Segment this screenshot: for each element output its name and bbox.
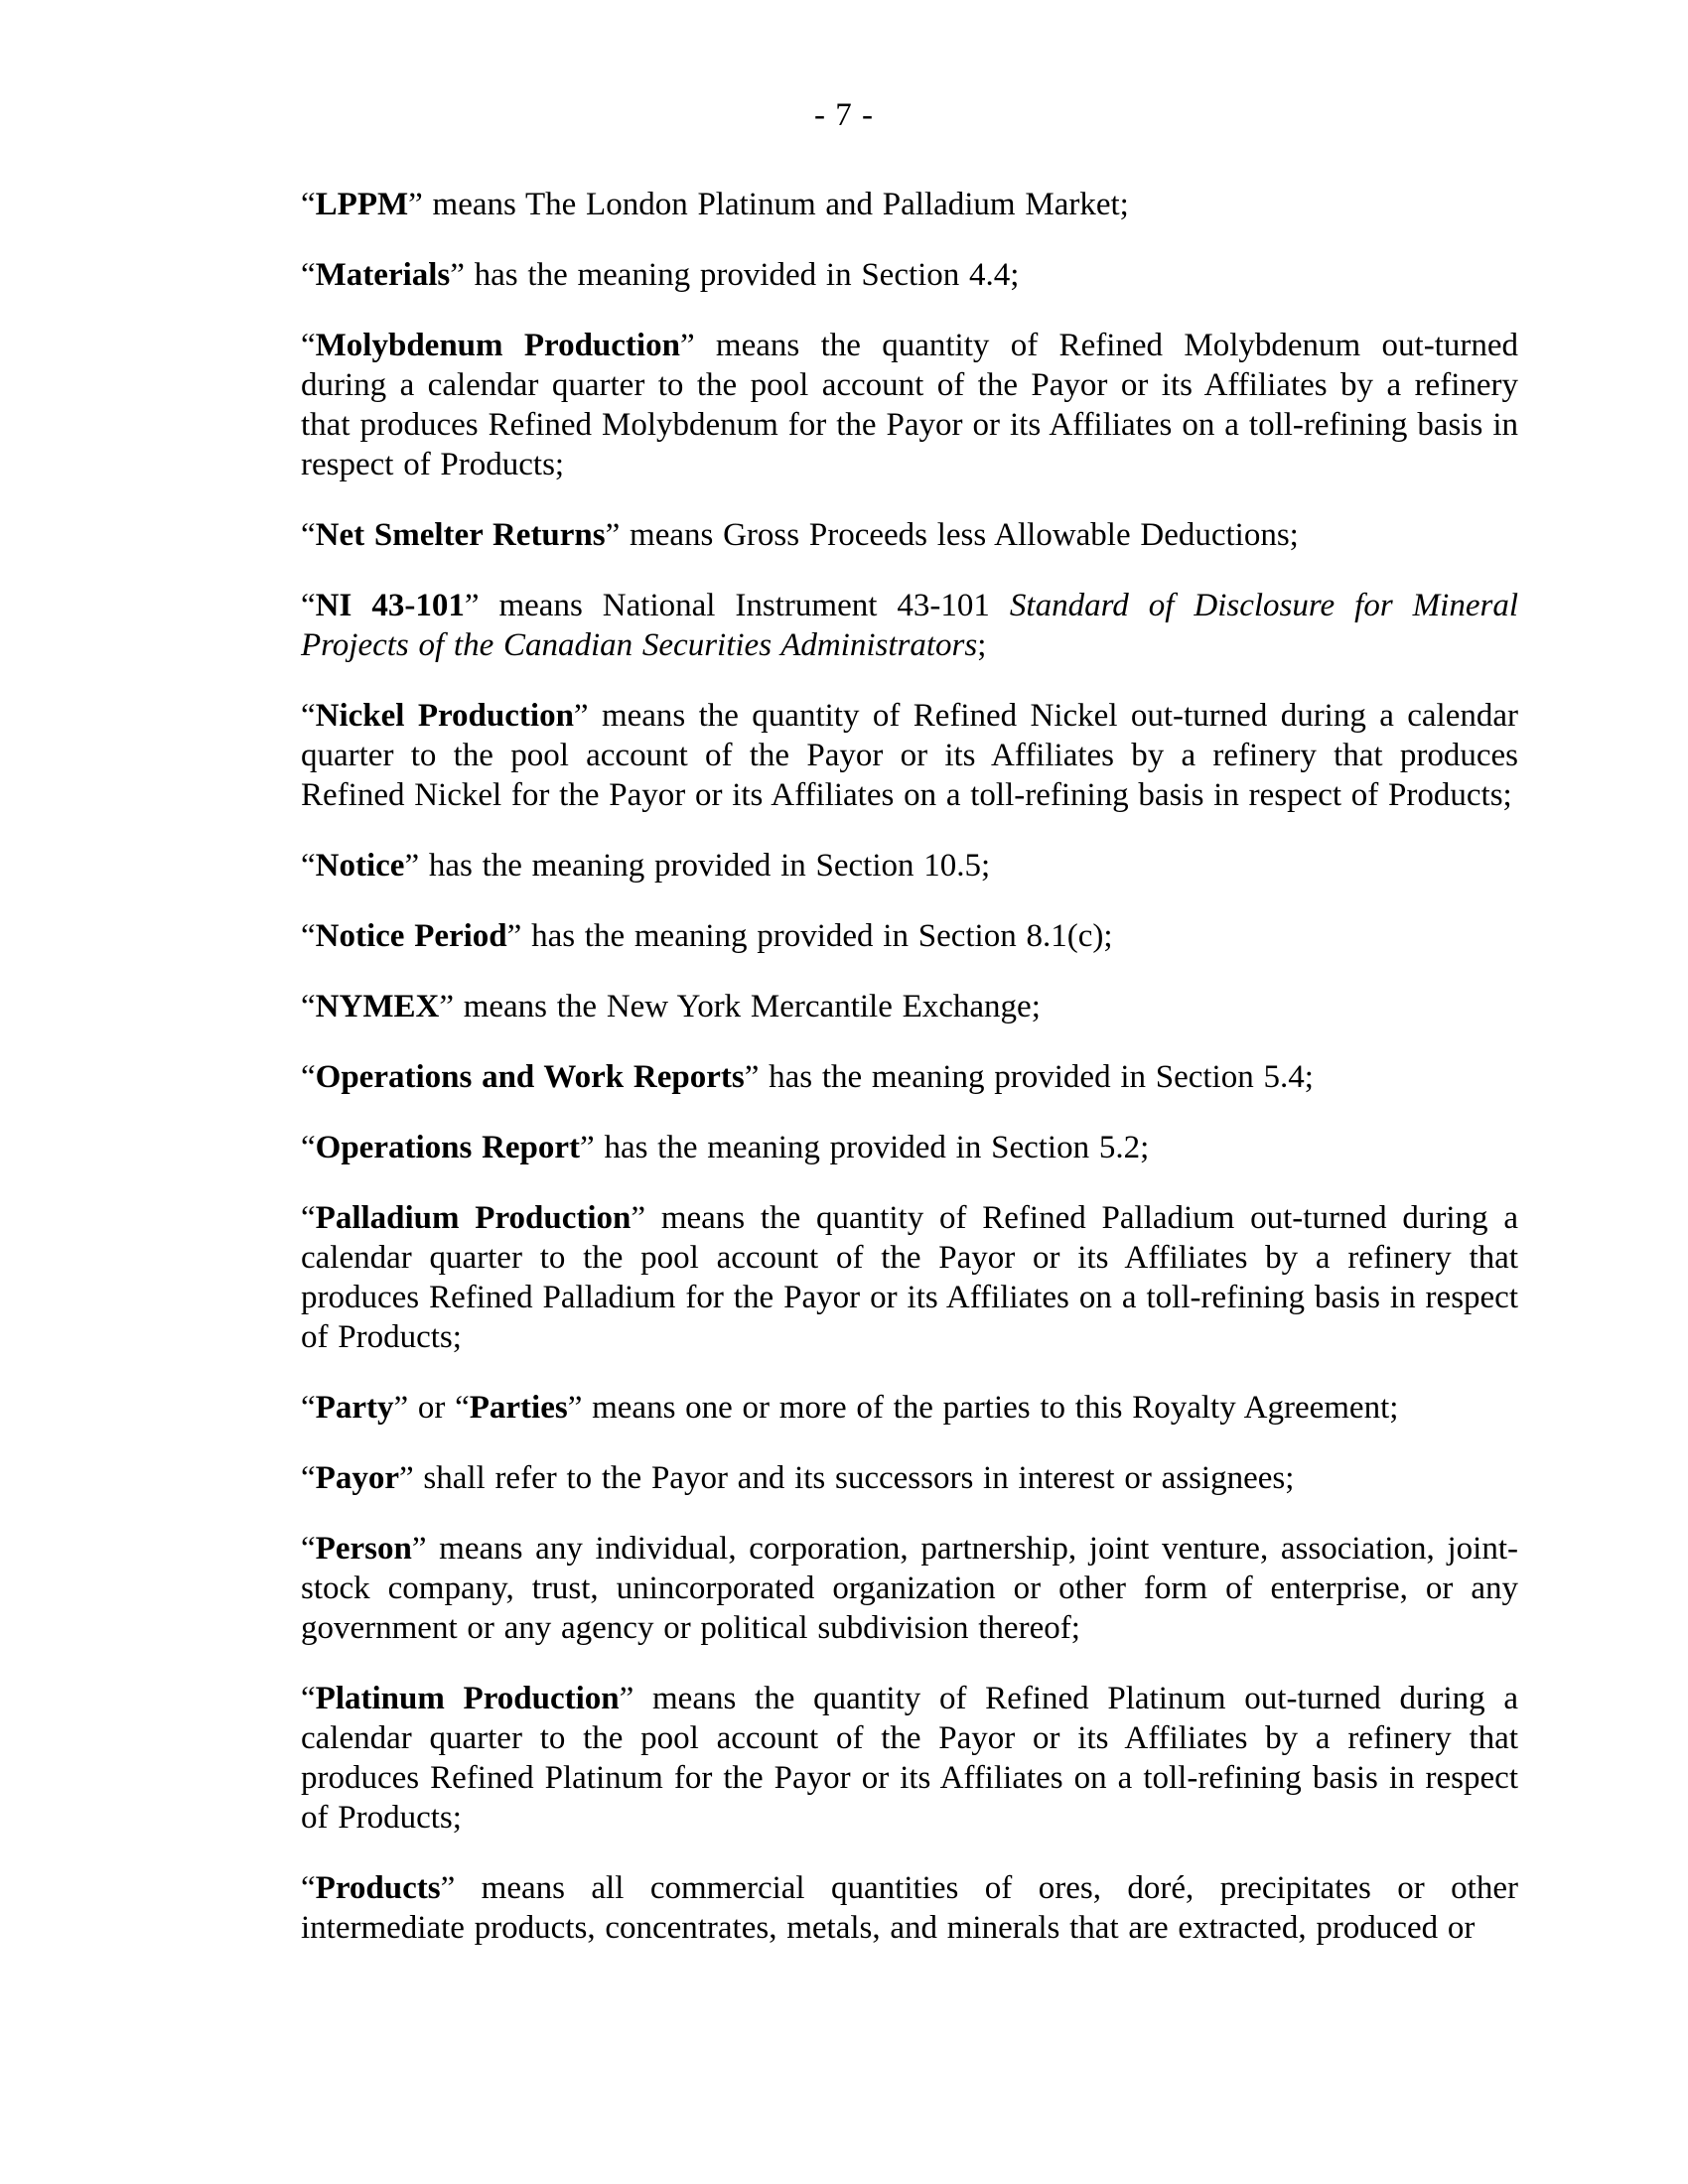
- definition-text: “: [301, 1870, 316, 1906]
- defined-term: Operations and Work Reports: [315, 1059, 745, 1095]
- definition-text: ” has the meaning provided in Section 10.5;: [404, 848, 991, 884]
- defined-term: Person: [315, 1531, 412, 1567]
- definition-text: ” means one or more of the parties to this Royalty Agreement;: [567, 1390, 1399, 1426]
- definition-paragraph: [301, 1529, 1518, 1648]
- definition-paragraph: [301, 1388, 1518, 1428]
- definition-paragraph: [301, 1057, 1518, 1097]
- definition-text: ” means The London Platinum and Palladium Market;: [408, 187, 1129, 222]
- defined-term: Platinum Production: [315, 1681, 620, 1716]
- defined-term: Net Smelter Returns: [315, 517, 606, 553]
- definition-text: “: [301, 698, 316, 734]
- defined-term: Payor: [315, 1460, 399, 1496]
- definition-paragraph: [301, 586, 1518, 665]
- definition-paragraph: [301, 515, 1518, 555]
- defined-term: Molybdenum Production: [315, 328, 680, 363]
- defined-term: LPPM: [315, 187, 409, 222]
- definition-text: ;: [977, 627, 987, 663]
- definition-paragraph: [301, 255, 1518, 295]
- defined-term: Notice: [315, 848, 405, 884]
- definition-paragraph: [301, 1128, 1518, 1167]
- definition-text: “: [301, 1681, 316, 1716]
- definition-text: “: [301, 848, 316, 884]
- definition-text: ” means the New York Mercantile Exchange;: [439, 989, 1041, 1024]
- defined-term: NYMEX: [315, 989, 440, 1024]
- definition-text: ” has the meaning provided in Section 5.4;: [744, 1059, 1314, 1095]
- definition-text: “: [301, 1531, 316, 1567]
- definition-text: “: [301, 1059, 316, 1095]
- page-number: - 7 -: [814, 97, 874, 133]
- defined-term: Parties: [469, 1390, 568, 1426]
- defined-term: Materials: [315, 257, 451, 293]
- definition-text: ” or “: [393, 1390, 470, 1426]
- definition-text: “: [301, 257, 316, 293]
- definition-paragraph: [301, 1198, 1518, 1357]
- definition-text: ” has the meaning provided in Section 8.1(c);: [506, 918, 1113, 954]
- definition-text: “: [301, 328, 316, 363]
- definition-text: ” has the meaning provided in Section 4.4;: [450, 257, 1020, 293]
- definition-paragraph: [301, 326, 1518, 484]
- definition-paragraph: [301, 696, 1518, 815]
- defined-term: NI 43-101: [315, 588, 465, 623]
- definition-text: “: [301, 918, 316, 954]
- defined-term: Nickel Production: [315, 698, 574, 734]
- definition-text: “: [301, 1130, 316, 1165]
- definition-text: ” means any individual, corporation, partnership, joint venture, association, joint-stock company, trust, unincorporated organization or other form of enterprise, or any government or any agency or political subdivision thereof;: [301, 1531, 1518, 1646]
- definition-text: “: [301, 1390, 316, 1426]
- defined-term: Operations Report: [315, 1130, 581, 1165]
- definition-text: “: [301, 517, 316, 553]
- definition-paragraph: [301, 987, 1518, 1026]
- definition-paragraph: [301, 1868, 1518, 1948]
- defined-term: Notice Period: [315, 918, 507, 954]
- definition-text: ” shall refer to the Payor and its successors in interest or assignees;: [398, 1460, 1295, 1496]
- definition-text: “: [301, 187, 316, 222]
- definition-paragraph: [301, 185, 1518, 224]
- definition-text: ” means the quantity of Refined Molybdenum out-turned during a calendar quarter to the pool account of the Payor or its Affiliates by a refinery that produces Refined Molybdenum for the Payor or its Affiliates on a toll-refining basis in respect of Products;: [301, 328, 1518, 482]
- definition-text: “: [301, 1460, 316, 1496]
- definition-paragraph: [301, 916, 1518, 956]
- definition-text: ” means all commercial quantities of ores, doré, precipitates or other intermediate products, concentrates, metals, and minerals that are extracted, produced or: [301, 1870, 1518, 1946]
- defined-term: Party: [315, 1390, 394, 1426]
- definition-text: Standard of Disclosure for Mineral Projects of the Canadian Securities Administrators: [301, 588, 1518, 663]
- defined-term: Palladium Production: [315, 1200, 632, 1236]
- definition-text: ” means National Instrument 43-101: [464, 588, 1010, 623]
- defined-term: Products: [315, 1870, 441, 1906]
- definition-text: “: [301, 588, 316, 623]
- definition-paragraph: [301, 1458, 1518, 1498]
- definition-text: “: [301, 989, 316, 1024]
- definition-text: ” means the quantity of Refined Platinum out-turned during a calendar quarter to the pool account of the Payor or its Affiliates by a refinery that produces Refined Platinum for the Payor or its Affiliates on a toll-refining basis in respect of Products;: [301, 1681, 1518, 1836]
- definition-paragraph: [301, 1679, 1518, 1838]
- definition-text: ” means the quantity of Refined Nickel out-turned during a calendar quarter to the pool account of the Payor or its Affiliates by a refinery that produces Refined Nickel for the Payor or its Affiliates on a toll-refining basis in respect of Products;: [301, 698, 1518, 813]
- definition-text: ” has the meaning provided in Section 5.2;: [580, 1130, 1150, 1165]
- definition-text: ” means the quantity of Refined Palladium out-turned during a calendar quarter to the pool account of the Payor or its Affiliates by a refinery that produces Refined Palladium for the Payor or its Affiliates on a toll-refining basis in respect of Products;: [301, 1200, 1518, 1355]
- definitions-list: [301, 185, 1518, 1948]
- definition-text: “: [301, 1200, 316, 1236]
- definition-paragraph: [301, 846, 1518, 886]
- definition-text: ” means Gross Proceeds less Allowable Deductions;: [605, 517, 1299, 553]
